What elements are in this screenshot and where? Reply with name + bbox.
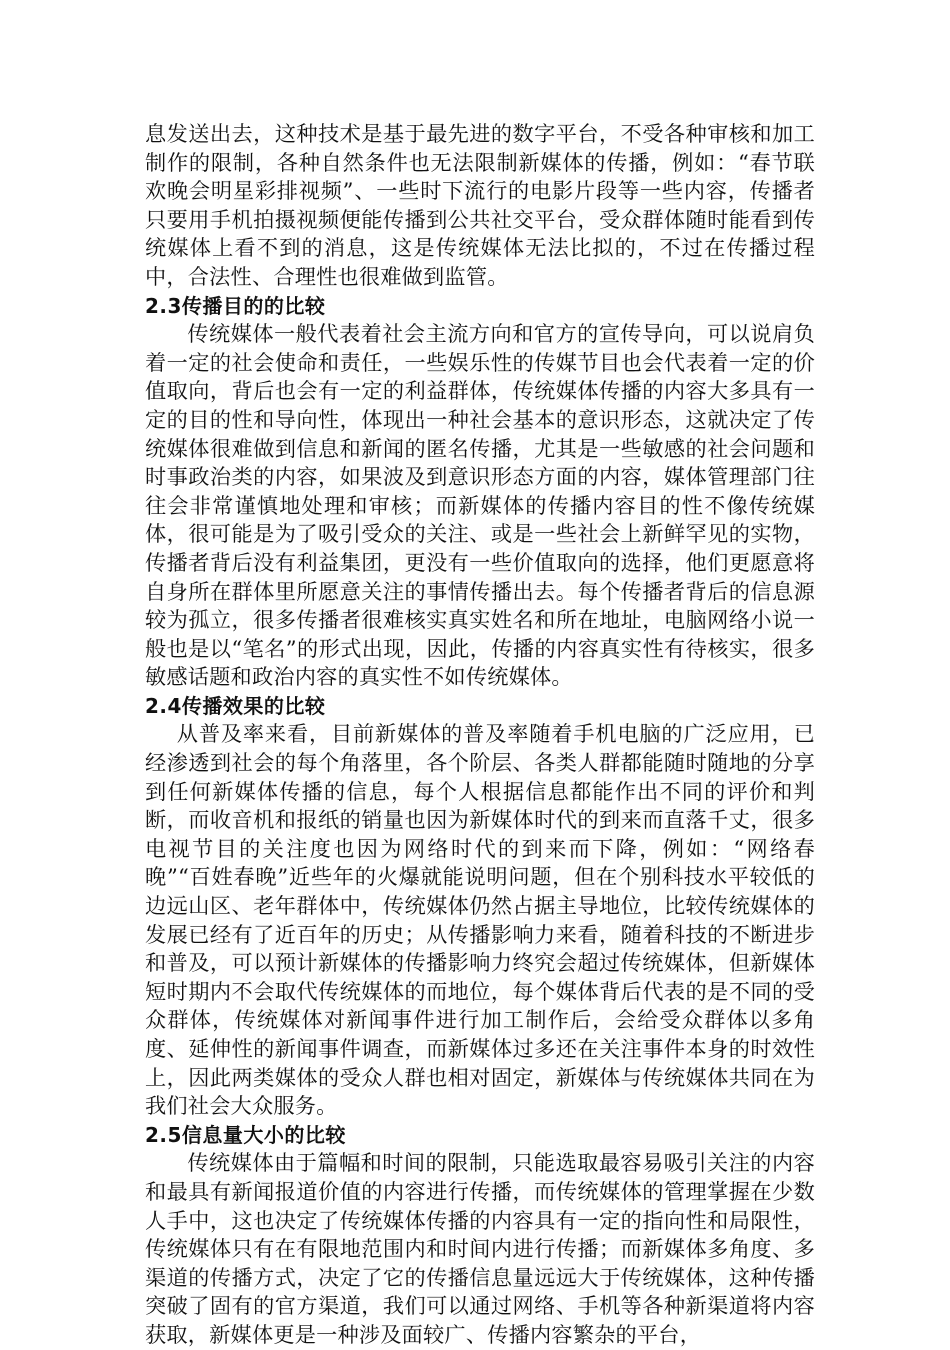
section-paragraph-2-3: 传统媒体一般代表着社会主流方向和官方的宣传导向，可以说肩负着一定的社会使命和责任，一些娱乐性的传媒节目也会代表着一定的价值取向，背后也会有一定的利益群体，传统媒体传播的内容大多具有一定的目的性和导向性，体现出一种社会基本的意识形态，这就决定了传统媒体很难做到信息和新闻的匿名传播，尤其是一些敏感的社会问题和时事政治类的内容，如果波及到意识形态方面的内容，媒体管理部门往往会非常谨慎地处理和审核；而新媒体的传播内容目的性不像传统媒体，很可能是为了吸引受众的关注、或是一些社会上新鲜罕见的实物，传播者背后没有利益集团，更没有一些价值取向的选择，他们更愿意将自身所在群体里所愿意关注的事情传播出去。每个传播者背后的信息源较为孤立，很多传播者很难核实真实姓名和所在地址，电脑网络小说一般也是以“笔名”的形式出现，因此，传播的内容真实性有待核实，很多敏感话题和政治内容的真实性不如传统媒体。 [145, 321, 815, 690]
section-paragraph-2-4: 从普及率来看，目前新媒体的普及率随着手机电脑的广泛应用，已经渗透到社会的每个角落里，各个阶层、各类人群都能随时随地的分享到任何新媒体传播的信息，每个人根据信息都能作出不同的评价和判断，而收音机和报纸的销量也因为新媒体时代的到来而直落千丈，很多电视节目的关注度也因为网络时代的到来而下降，例如：“网络春晚”“百姓春晚”近些年的火爆就能说明问题，但在个别科技水平较低的边远山区、老年群体中，传统媒体仍然占据主导地位，比较传统媒体的发展已经有了近百年的历史；从传播影响力来看，随着科技的不断进步和普及，可以预计新媒体的传播影响力终究会超过传统媒体，但新媒体短时期内不会取代传统媒体的而地位，每个媒体背后代表的是不同的受众群体，传统媒体对新闻事件进行加工制作后，会给受众群体以多角度、延伸性的新闻事件调查，而新媒体过多还在关注事件本身的时效性上，因此两类媒体的受众人群也相对固定，新媒体与传统媒体共同在为我们社会大众服务。 [145, 721, 815, 1119]
section-heading-2-4: 2.4传播效果的比较 [145, 693, 326, 718]
intro-paragraph: 息发送出去，这种技术是基于最先进的数字平台，不受各种审核和加工制作的限制，各种自然条件也无法限制新媒体的传播，例如：“春节联欢晚会明星彩排视频”、一些时下流行的电影片段等一些内容，传播者只要用手机拍摄视频便能传播到公共社交平台，受众群体随时能看到传统媒体上看不到的消息，这是传统媒体无法比拟的，不过在传播过程中，合法性、合理性也很难做到监管。 [145, 121, 815, 289]
section-paragraph-2-5: 传统媒体由于篇幅和时间的限制，只能选取最容易吸引关注的内容和最具有新闻报道价值的内容进行传播，而传统媒体的管理掌握在少数人手中，这也决定了传统媒体传播的内容具有一定的指向性和局限性，传统媒体只有在有限地范围内和时间内进行传播；而新媒体多角度、多渠道的传播方式，决定了它的传播信息量远远大于传统媒体，这种传播突破了固有的官方渠道，我们可以通过网络、手机等各种新渠道将内容获取，新媒体更是一种涉及面较广、传播内容繁杂的平台， [145, 1150, 815, 1347]
section-heading-2-3: 2.3传播目的的比较 [145, 293, 326, 318]
document-page [145, 120, 815, 1350]
section-heading-2-5: 2.5信息量大小的比较 [145, 1122, 346, 1147]
